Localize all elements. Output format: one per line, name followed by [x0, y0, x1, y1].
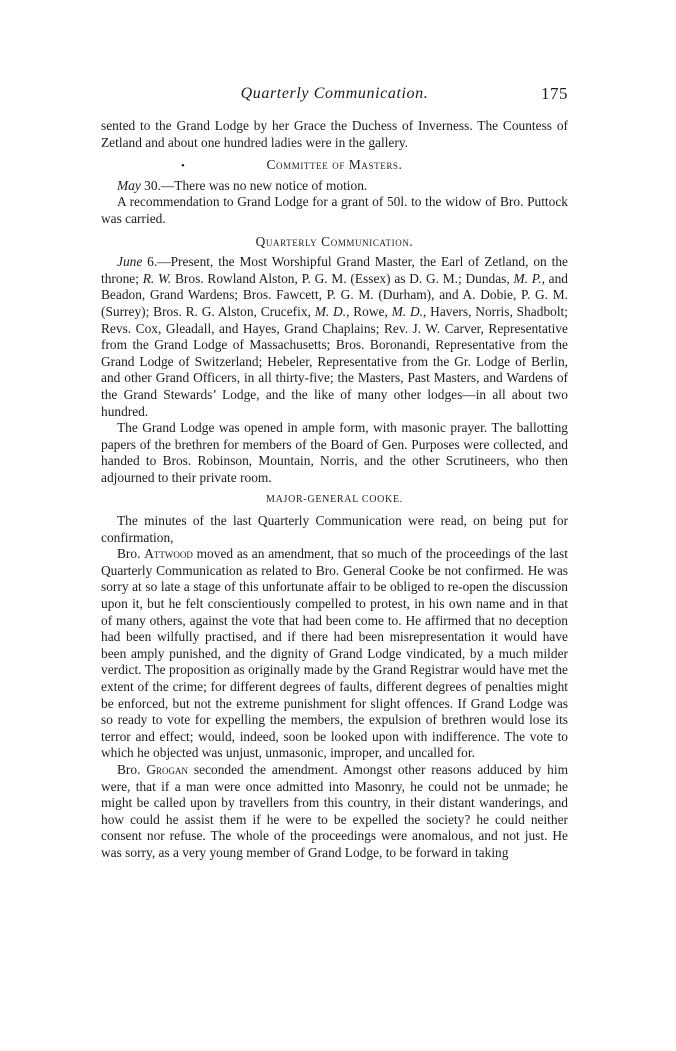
speaker-grogan: Grogan [146, 761, 189, 777]
speaker-attwood: Attwood [144, 546, 193, 562]
grogan-text: seconded the amendment. Amongst other reasons adduced by him were, that if a man were once admitted into Masonry, he could not be unmade; he might be called upon by travellers from this country, in their distant wanderings, and how could he assist them if he were to be expelled the society? he could neither consent nor refuse. The whole of the proceedings were anomalous, and not just. He was sorry, as a very young member of Grand Lodge, to be forward in taking [101, 761, 569, 860]
june-text-1: 6.—Present, the Most Worshipful Grand Master, the Earl of Zetland, on the throne; [101, 254, 568, 286]
paragraph-attwood-amendment [101, 546, 568, 762]
date-may: May [117, 177, 141, 193]
heading-major-general-cooke: MAJOR-GENERAL COOKE. [266, 494, 403, 506]
june-text-3: , and Beadon, Grand Wardens; Bros. Fawcett, P. G. M. (Durham), and A. Dobie, P. G. M. (Surrey); Bros. R. G. Alston, Crucefix, [101, 270, 568, 319]
print-speck: • [181, 160, 185, 173]
book-page [101, 86, 568, 862]
grogan-lead: Bro. [117, 761, 147, 777]
paragraph-june-6 [101, 254, 568, 420]
paragraph-may-30-text: 30.—There was no new notice of motion. [140, 177, 368, 193]
paragraph-duchess-visit: sented to the Grand Lodge by her Grace the Duchess of Inverness. The Countess of Zetland and about one hundred ladies were in the gallery. [101, 118, 568, 150]
running-title: Quarterly Communication. [240, 85, 429, 102]
june-text-4: , Rowe, [346, 303, 392, 319]
heading-quarterly-communication: Quarterly Communication. [255, 233, 414, 249]
heading-committee-of-masters: Committee of Masters. [266, 157, 403, 173]
june-text-5: , Havers, Norris, Shadbolt; Revs. Cox, Gleadall, and Hayes, Grand Chaplains; Rev. J. W. Carver, Representative from the Grand Lodge of Massachusetts; Bros. Boronandi, Representative from the Grand Lodge of Switzerland; Hebeler, Representative from the Gr. Lodge of Berlin, and other Grand Officers, in all thirty-five; the Masters, Past Masters, and Wardens of the Grand Stewards’ Lodge, and the like of many other lodges—in all about two hundred. [101, 303, 568, 419]
title-md-1: M. D. [314, 303, 347, 319]
paragraph-lodge-opened: The Grand Lodge was opened in ample form, with masonic prayer. The ballotting papers of the brethren for members of the Board of Gen. Purposes were collected, and handed to Bros. Robinson, Mountain, Norris, and the other Scrutineers, who then adjourned to their private room. [101, 420, 568, 485]
paragraph-minutes-read: The minutes of the last Quarterly Communication were read, on being put for confirmation, [101, 513, 568, 545]
date-june: June [117, 254, 143, 270]
heading-committee-row [101, 157, 568, 174]
paragraph-puttock-grant: A recommendation to Grand Lodge for a grant of 50l. to the widow of Bro. Puttock was carried. [101, 194, 568, 226]
paragraph-may-30 [101, 178, 568, 195]
attwood-lead: Bro. [117, 546, 145, 562]
page-number: 175 [541, 84, 568, 103]
june-text-2: Bros. Rowland Alston, P. G. M. (Essex) as D. G. M.; Dundas, [171, 270, 514, 286]
attwood-text: moved as an amendment, that so much of the proceedings of the last Quarterly Communication as related to Bro. General Cooke be not confirmed. He was sorry at so late a stage of this unfortunate affair to be obliged to re-open the discussion upon it, but he felt conscientiously compelled to protest, in his own name and in that of many others, against the vote that had been come to. He affirmed that no deception had been wilfully practised, and if there had been misrepresentation it would have been amply punished, and the dignity of Grand Lodge vindicated, by a much milder verdict. The proposition as originally made by the Grand Registrar would have met the extent of the crime; for different degrees of faults, different degrees of penalties might be enforced, but not the extreme punishment for slight offences. If Grand Lodge was so ready to vote for expelling the members, the expulsion of brethren would lose its terror and effect; would, indeed, soon be looked upon with indifference. The vote to which he objected was unjust, unmasonic, improper, and uncalled for. [101, 546, 568, 761]
running-head [101, 86, 568, 108]
paragraph-grogan-seconded [101, 762, 568, 862]
title-mp: M. P. [513, 270, 542, 286]
title-rw: R. W. [142, 270, 172, 286]
title-md-2: M. D. [391, 303, 424, 319]
